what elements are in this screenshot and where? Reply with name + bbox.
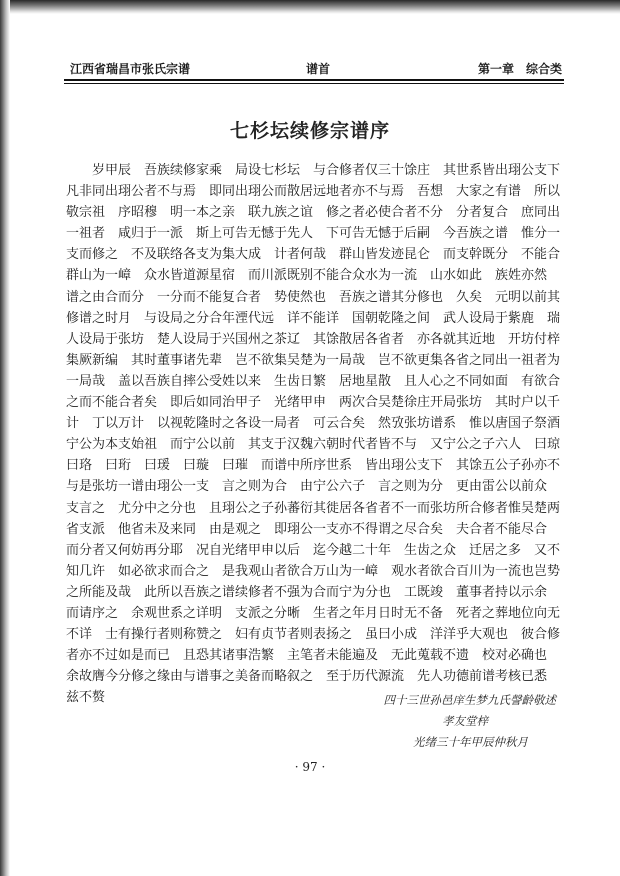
text-line: 群山为一嶂 众水皆道源星宿 而川派既别不能合众水为一流 山水如此 族姓亦然 (66, 268, 548, 284)
text-line: 修谱之时月 与设局之分合年湮代远 详不能详 国朝乾隆之间 武人设局于紫鹿 瑞 (66, 310, 561, 326)
scan-shadow-top (0, 0, 620, 14)
text-line: 知几许 如必欲求而合之 是我观山者欲合万山为一嶂 观水者欲合百川为一流也岂势 (66, 563, 561, 579)
header-book-title: 江西省瑞昌市张氏宗谱 (70, 62, 191, 76)
text-line: 人设局于张坊 楚人设局于兴国州之茶辽 其馀散居各省者 亦各就其近地 开坊付梓 (66, 331, 561, 347)
preface-body (66, 160, 566, 708)
text-line: 兹不赘 (66, 690, 106, 706)
header-rule-thick (64, 79, 564, 81)
text-line: 宁公为本支始祖 而宁公以前 其支于汉魏六朝时代者皆不与 又宁公之子六人 曰琼 (66, 437, 561, 453)
text-line: 之而不能合者矣 即后如同治甲子 光绪甲申 两次合吴楚徐庄开局张坊 其时户以千 (66, 395, 561, 411)
signature-date: 光绪三十年甲辰仲秋月 (413, 735, 528, 749)
signature-author: 四十三世孙邑庠生梦九氏謦齡敬述 (383, 693, 556, 707)
preface-title: 七杉坛续修宗谱序 (229, 120, 390, 142)
text-line: 集厥新编 其时董事诸先辈 岂不欲集吴楚为一局哉 岂不欲更集各省之同出一祖者为 (66, 352, 561, 368)
header-chapter: 第一章 综合类 (477, 62, 562, 76)
text-line: 一局哉 盖以吾族自摔公受姓以来 生齿日繁 居地星散 且人心之不同如面 有欲合 (66, 373, 561, 389)
text-line: 而分者又何妨再分耶 况自光绪甲申以后 迄今越二十年 生齿之众 迁居之多 又不 (66, 542, 561, 558)
text-line: 谱之由合而分 一分而不能复合者 势使然也 吾族之谱其分修也 久矣 元明以前其 (66, 289, 561, 305)
text-line: 而请序之 余观世系之详明 支派之分晰 生者之年月日时无不备 死者之葬地位向无 (66, 605, 561, 621)
text-line: 不详 士有操行者则称赞之 妇有贞节者则表扬之 虽曰小成 洋洋乎大观也 彼合修 (66, 627, 561, 643)
header-section: 谱首 (306, 62, 331, 76)
text-line: 岁甲辰 吾族续修家乘 局设七杉坛 与合修者仅三十馀庄 其世系皆出珝公支下 (92, 163, 561, 178)
text-line: 支而修之 不及联络各支为集大成 计者何哉 群山皆发迹昆仑 而支幹既分 不能合 (66, 247, 561, 263)
text-line: 曰珞 曰珩 曰瑗 曰璇 曰璀 而谱中所序世系 皆出珝公支下 其馀五公子孙亦不 (66, 458, 561, 474)
text-line: 支言之 尤分中之分也 且珝公之子孙蕃衍其徙居各省者不一而张坊所合修者惟吴楚两 (66, 500, 561, 516)
text-line: 余故膺今分修之缘由与谱事之美备而略叙之 至于历代源流 先人功德前谱考核已悉 (66, 669, 548, 685)
text-line: 与是张坊一谱由珝公一支 言之则为合 由宁公六子 言之则为分 更由雷公以前众 (66, 479, 548, 495)
text-line: 敬宗祖 序昭穆 明一本之亲 联九族之谊 修之者必使合者不分 分者复合 庶同出 (66, 205, 561, 221)
text-line: 者亦不过如是而已 且恐其诸事浩繁 主笔者未能遍及 无此蒐载不遗 校对必确也 (66, 648, 548, 664)
text-line: 凡非同出珝公者不与焉 即同出珝公而散居远地者亦不与焉 吾想 大家之有谱 所以 (66, 184, 561, 200)
text-line: 一祖者 咸归于一派 斯上可告无憾于先人 下可告无憾于后嗣 今吾族之谱 惟分一 (66, 226, 561, 242)
header-rule-thin (64, 83, 564, 84)
text-line: 省支派 他省未及来同 由是观之 即珝公一支亦不得谓之尽合矣 夫合者不能尽合 (66, 521, 548, 537)
text-line: 之所能及哉 此所以吾族之谱续修者不强为合而宁为分也 工既竣 董事者持以示余 (66, 584, 548, 600)
running-header (64, 58, 564, 78)
signature-hall: 孝友堂梓 (442, 714, 488, 728)
text-line: 计 丁以万计 以视乾隆时之各设一局者 可云合矣 然攷张坊谱系 惟以唐国子祭酒 (66, 416, 561, 432)
page-number: · 97 · (294, 760, 326, 774)
